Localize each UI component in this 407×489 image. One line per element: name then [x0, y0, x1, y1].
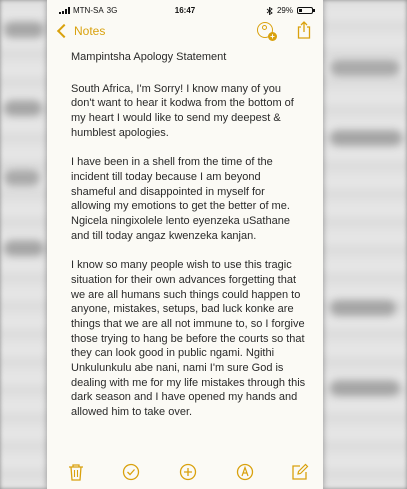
add-icon[interactable]	[179, 463, 197, 481]
note-paragraph: I know so many people wish to use this tragic situation for their own advances forgetting that we are all humans such things could happen to anyone, mistakes, setups, bad luck konke are things that we are all not immune to, so I forgive those trying to hang be before the courts so that they can look good in public ngami. Ngithi Unkulunkulu abe nani, nami I'm sure God is dealing with me for my life mistakes through this dark season and I have opened my hands and allowed him to take over.	[71, 259, 306, 419]
note-paragraph: I have been in a shell from the time of the incident till today because I am beyond shameful and disappointed in myself for allowing my emotions to get the better of me. Ngicela ningixolele lento eyenzeka uSathane and till today angaz kwenzeka kanjan.	[71, 156, 290, 242]
add-people-icon[interactable]: +	[257, 22, 273, 38]
blurred-text-right	[330, 300, 396, 316]
battery-info	[266, 6, 313, 15]
bluetooth-icon	[266, 7, 273, 15]
note-title: Mampintsha Apology Statement	[71, 51, 227, 63]
share-icon[interactable]	[297, 21, 311, 39]
blurred-text-right	[330, 130, 402, 146]
blurred-text-left	[4, 240, 44, 256]
blurred-text-left	[4, 22, 44, 38]
carrier-name: MTN-SA	[73, 6, 104, 15]
battery-percent: 29%	[276, 6, 293, 15]
blurred-text-right	[330, 60, 400, 76]
back-button[interactable]	[59, 24, 105, 38]
bottom-toolbar	[47, 453, 323, 489]
blurred-text-left	[4, 170, 40, 186]
blurred-text-right	[330, 380, 400, 396]
chevron-left-icon	[57, 24, 71, 38]
battery-level	[299, 9, 302, 12]
network-type: 3G	[106, 6, 118, 15]
notes-screen	[47, 0, 323, 489]
compose-icon[interactable]	[291, 463, 309, 481]
back-label: Notes	[74, 24, 106, 38]
checklist-icon[interactable]	[122, 463, 140, 481]
battery-icon	[297, 7, 313, 14]
blurred-text-left	[4, 100, 42, 116]
navigation-bar	[47, 20, 323, 46]
status-time: 16:47	[174, 6, 196, 15]
status-bar	[47, 0, 323, 20]
markup-icon[interactable]	[236, 463, 254, 481]
note-paragraph: South Africa, I'm Sorry! I know many of you don't want to hear it kodwa from the bottom of my heart I would like to send my deepest & humblest apologies.	[71, 82, 294, 139]
trash-icon[interactable]	[67, 463, 85, 481]
note-content[interactable]	[71, 50, 307, 435]
